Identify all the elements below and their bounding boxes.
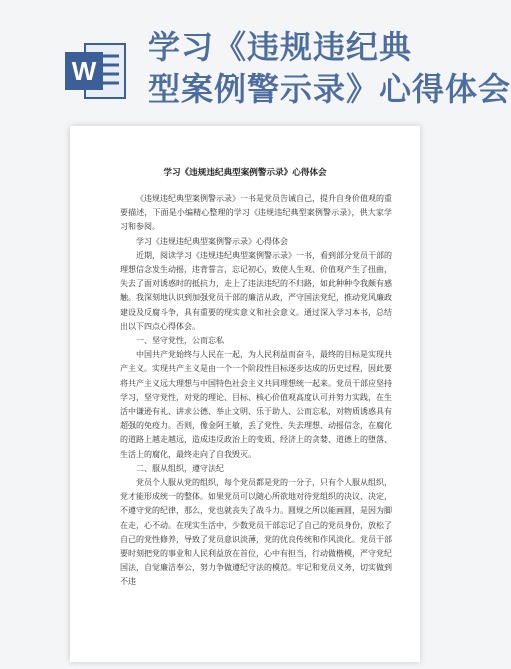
banner-title-line1: 学习《违规违纪典 <box>148 28 413 66</box>
logo-letter: W <box>71 56 97 86</box>
banner-title-line2: 型案例警示录》心得体会 <box>148 70 511 108</box>
section-heading: 一、坚守党性，公而忘私 <box>136 336 224 346</box>
word-document-icon <box>63 38 129 104</box>
paragraph: 近期，阅读学习《违规违纪典型案例警示录》一书，看到部分党员干部的理想信念发生动摇，违背誓言，忘记初心，致使人生观、价值观产生了扭曲，失去了面对诱惑时的抵抗力，走上了违法违纪的不归路，如此种种令我颇有感触。我深刻地认识到加强党员干部的廉洁从政，严守国法党纪，推动党风廉政建设及反腐斗争，具有重要的现实意义和社会意义。通过深入学习本书，总结出以下四点心得体会。 <box>120 250 392 331</box>
banner <box>0 0 511 130</box>
section-heading: 二、服从组织，遵守法纪 <box>136 463 224 473</box>
document-page <box>70 126 420 662</box>
document-title: 学习《违规违纪典型案例警示录》心得体会 <box>163 168 327 178</box>
document-body <box>120 192 392 590</box>
paragraph: 学习《违规违纪典型案例警示录》心得体会 <box>136 236 288 246</box>
paragraph: 党员个人服从党的组织，每个党员都是党的一分子，只有个人服从组织，党才能形成统一的整体。如果党员可以随心所欲地对待党组织的决议、决定，不遵守党的纪律，那么，党也就丧失了战斗力。圆规之所以能画圆，是因为脚在走，心不动。在现实生活中，少数党员干部忘记了自己的党员身份，放松了自己的党性修养，导致了党员意识淡薄，党的优良传统和作风淡化。党员干部要时刻把党的事业和人民利益放在首位，心中有担当，行动做楷模，严守党纪国法，自觉廉洁奉公，努力争做遵纪守法的模范。牢记和党员义务，切实做到不违 <box>120 478 392 587</box>
paragraph: 《违规违纪典型案例警示录》一书是党员告诫自己，提升自身价值观的重要描述，下面是小编精心整理的学习《违规违纪典型案例警示录》，供大家学习和参阅。 <box>120 194 392 232</box>
paragraph: 中国共产党始终与人民在一起，为人民利益而奋斗，最终的目标是实现共产主义。实现共产主义是由一个一个阶段性目标逐步达成的历史过程，因此要将共产主义远大理想与中国特色社会主义共同理想统一起来。党员干部应坚持学习，坚守党性，对党的理论、目标、核心价值观高度认可并努力实践，在生活中谦逊有礼、讲求公德、举止文明、乐于助人、公而忘私，对物质诱惑具有超强的免疫力。否则，像金阿王敏，丢了党性、失去理想、动摇信念，在腐化的道路上越走越远，造成违反政治上的变质、经济上的贪婪、道德上的堕落、生活上的腐化，最终走向了自我毁灭。 <box>120 350 392 459</box>
